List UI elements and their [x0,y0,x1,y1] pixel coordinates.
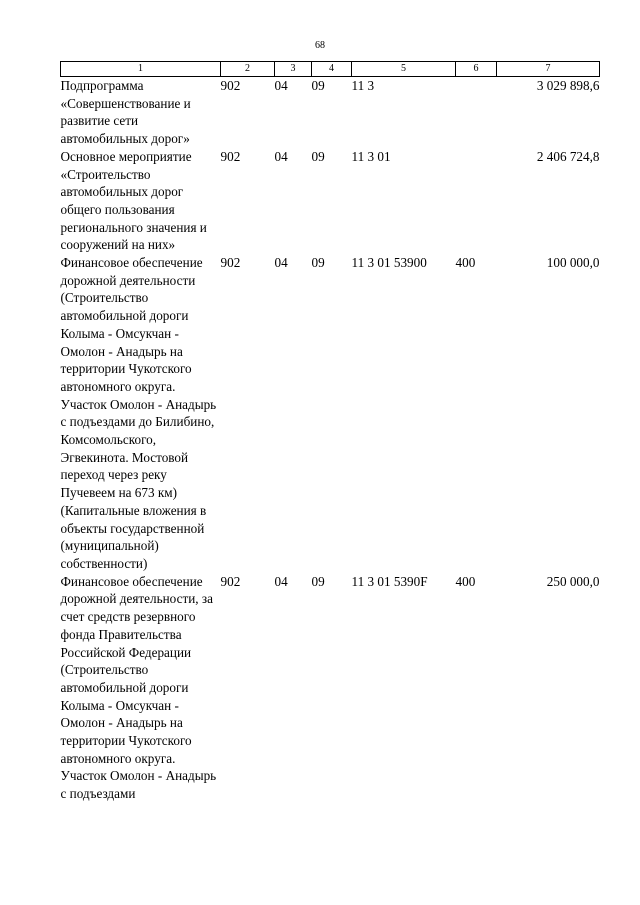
row-name: Финансовое обеспечение дорожной деятельности (Строительство автомобильной дороги Колыма - Омсукчан - Омолон - Анадырь на территории Чукотского автономного округа. Участок Омолон - Анадырь с подъездами до Билибино, Комсомольского, Эгвекинота. Мостовой переход через реку Пучевеем на 673 км) (Капитальные вложения в объекты государственной (муниципальной) собственности) [60,255,217,571]
table-row [61,573,600,803]
row-name: Основное мероприятие «Строительство автомобильных дорог общего пользования регионального значения и сооружений на них» [60,148,207,253]
column-header-4: 4 [312,62,352,77]
row-amount: 3 029 898,6 [536,78,600,93]
column-header-2: 2 [221,62,275,77]
row-target-code: 11 3 [351,78,375,93]
row-target-code: 11 3 01 53900 [351,255,427,271]
row-amount: 100 000,0 [546,255,600,271]
row-section-code: 04 [274,148,288,164]
column-header-3: 3 [275,62,312,77]
row-expense-type [456,77,497,148]
row-target-code: 11 3 01 5390F [351,573,428,589]
table-row [61,254,600,573]
row-section-code: 04 [274,78,288,93]
column-header-5: 5 [352,62,456,77]
row-subsection-code: 09 [311,148,325,164]
row-admin-code: 902 [220,148,241,164]
row-subsection-code: 09 [311,255,325,271]
row-admin-code: 902 [220,573,241,589]
column-header-6: 6 [456,62,497,77]
table-row [61,148,600,254]
page-number: 68 [315,40,325,51]
row-subsection-code: 09 [311,78,325,93]
row-amount: 2 406 724,8 [536,148,600,164]
column-number-row [61,62,600,77]
row-subsection-code: 09 [311,573,325,589]
table-row [61,77,600,148]
row-expense-type: 400 [455,255,476,271]
row-admin-code: 902 [220,78,241,93]
column-header-1: 1 [61,62,221,77]
row-expense-type: 400 [455,573,476,589]
budget-table [60,61,600,803]
row-expense-type [456,148,497,254]
row-section-code: 04 [274,255,288,271]
row-amount: 250 000,0 [546,573,600,589]
row-name: Финансовое обеспечение дорожной деятельности, за счет средств резервного фонда Правительства Российской Федерации (Строительство автомобильной дороги Колыма - Омсукчан - Омолон - Анадырь на территории Чукотского автономного округа. Участок Омолон - Анадырь с подъездами [60,573,217,802]
row-target-code: 11 3 01 [351,148,391,164]
row-section-code: 04 [274,573,288,589]
column-header-7: 7 [497,62,600,77]
row-name: Подпрограмма «Совершенствование и развитие сети автомобильных дорог» [60,78,191,147]
row-admin-code: 902 [220,255,241,271]
